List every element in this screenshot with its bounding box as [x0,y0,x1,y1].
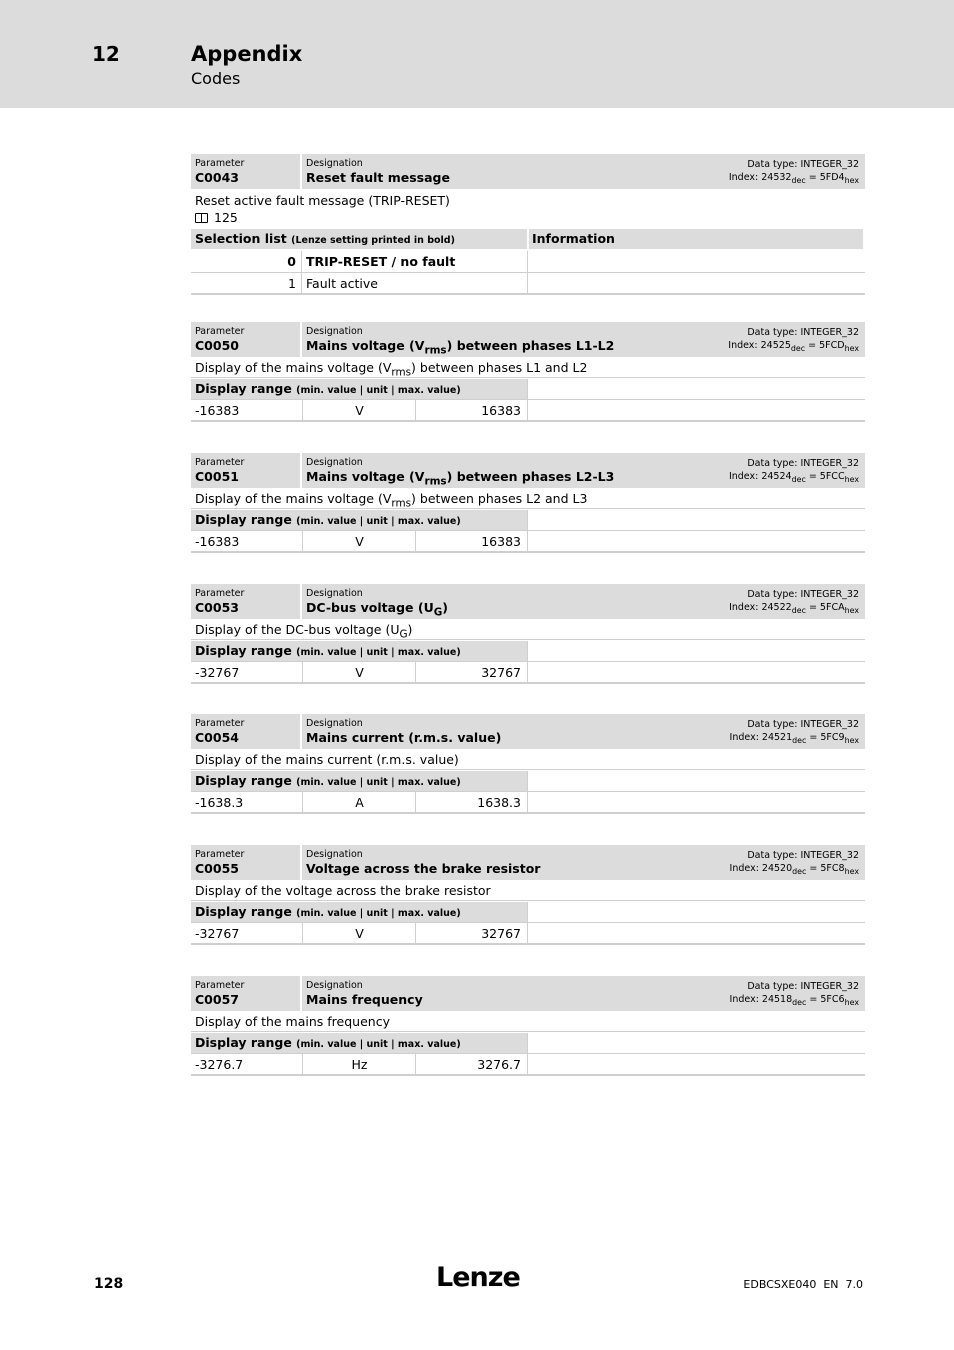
display-range-header: Display range (min. value | unit | max. value) [191,902,865,923]
description: Display of the mains voltage $(V_{rms})$ between phases L2 and L3 [191,488,865,509]
chapter-title: Appendix [191,42,303,66]
designation-value: DC-bus voltage $(U_G)$ [306,600,448,619]
min-value: -32767 [191,662,303,682]
designation-value: Mains voltage $(V_{rms})$ between phases L2-L3 [306,469,615,488]
designation-value: Mains voltage $(V_{rms})$ between phases L1-L2 [306,338,615,357]
book-icon [195,213,208,223]
page-number: 128 [94,1276,124,1292]
param-block-c0050: Parameter C0050 Designation Mains voltage $(V_{rms})$ between phases L1-L2 Data type: INTEGER_32 Index: $24525_{dec} = 5FCD_{hex}$ Display of the mains voltage $(V_{rms})$ between phases L1 and L2 Display range (min. value | unit | max. value) -16383 V 16383 [191,322,865,422]
max-value: 32767 [417,923,528,943]
list-item: 0 TRIP-RESET / no fault [191,251,865,273]
parameter-code: C0054 [195,730,239,745]
max-value: 16383 [417,531,528,551]
designation-value: Mains frequency [306,992,423,1007]
parameter-code: C0043 [195,170,239,185]
param-header [191,154,865,189]
chapter-number: 12 [92,42,120,66]
display-range-header: Display range (min. value | unit | max. value) [191,1033,865,1054]
param-block-c0053: Parameter C0053 Designation DC-bus voltage $(U_G)$ Data type: INTEGER_32 Index: $24522_{dec} = 5FCA_{hex}$ Display of the DC-bus voltage $(U_G)$ Display range (min. value | unit | max. value) -32767 V 32767 [191,584,865,684]
parameter-code: C0051 [195,469,239,484]
display-range-row [191,923,865,945]
display-range-row [191,531,865,553]
param-block-c0057: Parameter C0057 Designation Mains frequency Data type: INTEGER_32 Index: $24518_{dec} = 5FC6_{hex}$ Display of the mains frequency Display range (min. value | unit | max. value) -3276.7 Hz 3276.7 [191,976,865,1076]
description: Display of the voltage across the brake resistor [191,880,865,901]
document-id: EDBCSXE040 EN 7.0 [743,1278,863,1291]
param-block-c0054: Parameter C0054 Designation Mains current (r.m.s. value) Data type: INTEGER_32 Index: $24521_{dec} = 5FC9_{hex}$ Display of the mains current (r.m.s. value) Display range (min. value | unit | max. value) -1638.3 A 1638.3 [191,714,865,814]
lenze-logo: Lenze [436,1262,520,1293]
min-value: -3276.7 [191,1054,303,1074]
max-value: 32767 [417,662,528,682]
data-type: Data type: INTEGER_32 [747,159,859,170]
description: Display of the mains current (r.m.s. value) [191,749,865,770]
unit: V [304,923,416,943]
selection-list-header: Selection list (Lenze setting printed in bold) Information [191,229,865,251]
unit: V [304,662,416,682]
description: Display of the mains frequency [191,1011,865,1032]
description: Display of the mains voltage $(V_{rms})$ between phases L1 and L2 [191,357,865,378]
designation-label: Designation [306,158,363,169]
display-range-header: Display range (min. value | unit | max. value) [191,771,865,792]
param-block-c0051: Parameter C0051 Designation Mains voltage $(V_{rms})$ between phases L2-L3 Data type: INTEGER_32 Index: $24524_{dec} = 5FCC_{hex}$ Display of the mains voltage $(V_{rms})$ between phases L2 and L3 Display range (min. value | unit | max. value) -16383 V 16383 [191,453,865,553]
display-range-header: Display range (min. value | unit | max. value) [191,379,865,400]
parameter-code: C0050 [195,338,239,353]
designation-value: Voltage across the brake resistor [306,861,541,876]
display-range-row [191,662,865,684]
min-value: -16383 [191,400,303,420]
display-range-row [191,400,865,422]
parameter-code: C0055 [195,861,239,876]
parameter-label: Parameter [195,158,245,169]
section-title: Codes [191,69,241,88]
param-block-c0055: Parameter C0055 Designation Voltage across the brake resistor Data type: INTEGER_32 Index: $24520_{dec} = 5FC8_{hex}$ Display of the voltage across the brake resistor Display range (min. value | unit | max. value) -32767 V 32767 [191,845,865,945]
max-value: 3276.7 [417,1054,528,1074]
page-header [0,0,954,108]
unit: Hz [304,1054,416,1074]
parameter-code: C0057 [195,992,239,1007]
unit: A [304,792,416,812]
min-value: -32767 [191,923,303,943]
designation-value: Mains current (r.m.s. value) [306,730,502,745]
description: Display of the DC-bus voltage $(U_G)$ [191,619,865,640]
display-range-row [191,1054,865,1076]
unit: V [304,400,416,420]
information-header: Information [529,229,863,249]
display-range-row [191,792,865,814]
param-block-c0043 [191,154,865,295]
max-value: 16383 [417,400,528,420]
list-item: 1 Fault active [191,273,865,295]
max-value: 1638.3 [417,792,528,812]
unit: V [304,531,416,551]
display-range-header: Display range (min. value | unit | max. value) [191,510,865,531]
display-range-header: Display range (min. value | unit | max. value) [191,641,865,662]
min-value: -1638.3 [191,792,303,812]
parameter-code: C0053 [195,600,239,615]
min-value: -16383 [191,531,303,551]
description: Reset active fault message (TRIP-RESET) 125 [195,193,450,225]
index-value: Index: $24532_{dec} = 5FD4_{hex}$ [728,172,859,185]
page-reference[interactable]: 125 [214,210,238,225]
designation-value: Reset fault message [306,170,450,185]
